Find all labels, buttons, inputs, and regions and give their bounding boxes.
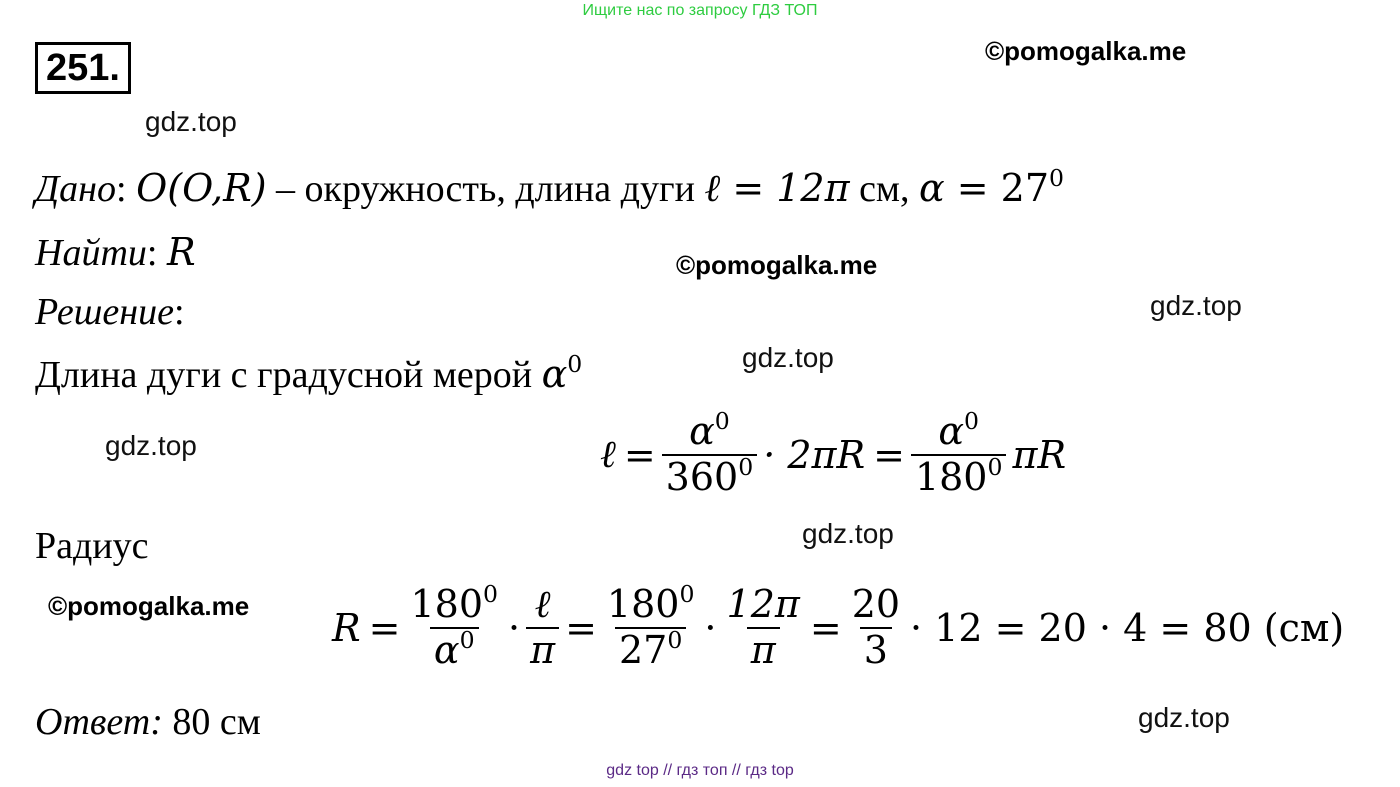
f1-eq: = (623, 432, 656, 477)
gdz-watermark: gdz.top (742, 342, 834, 373)
f2-dot: · (507, 605, 521, 650)
f2-eq: = (809, 605, 842, 650)
f2-f3d-degree: 0 (667, 625, 683, 654)
pomogalka-watermark: ©pomogalka.me (48, 591, 250, 621)
f2-dot: · (704, 605, 717, 650)
given-text: окружность, длина дуги (304, 168, 695, 210)
f2-f1n-degree: 0 (483, 580, 498, 608)
f1-eq2: = (873, 432, 905, 477)
fraction (603, 580, 699, 672)
given-label: Дано (35, 168, 117, 210)
given-dash: – (266, 168, 305, 210)
arc-text-line (35, 352, 582, 397)
f2-lhs: R (332, 605, 361, 650)
gdz-watermark: gdz.top (1138, 702, 1230, 733)
f1-n1: α (689, 409, 715, 453)
answer-label: Ответ: (35, 701, 163, 743)
f2-f4d: π (747, 627, 780, 673)
f2-f3n-degree: 0 (679, 580, 695, 608)
f2-f5d: 3 (860, 627, 892, 673)
f1-n2-degree: 0 (964, 407, 980, 435)
f2-eq: = (368, 605, 401, 650)
given-line: Дано: O(O,R) – окружность, длина дуги ℓ = 12π см, $\alpha = 27^0$ (35, 164, 1064, 210)
given-unit: см, (849, 168, 910, 210)
f1-d2: 180 (914, 454, 988, 499)
f2-f1d: α (433, 627, 460, 672)
fraction (406, 580, 502, 672)
given-degree: 0 (1049, 164, 1064, 192)
find-label: Найти (35, 232, 147, 274)
pomogalka-watermark: ©pomogalka.me (676, 250, 878, 280)
f2-f3d: 27 (618, 627, 668, 672)
gdz-watermark: gdz.top (802, 518, 894, 549)
f1-n2: α (938, 409, 965, 453)
given-circle: O(O,R) (136, 166, 267, 210)
answer-value: 80 см (162, 701, 261, 743)
arc-length-formula (596, 407, 1070, 499)
f1-d1-degree: 0 (738, 452, 754, 481)
fraction (662, 407, 758, 499)
given-eq: = (720, 166, 777, 210)
f2-f1d-degree: 0 (459, 625, 475, 654)
f1-d2-degree: 0 (987, 452, 1003, 481)
radius-formula (328, 580, 1348, 672)
f2-f5n: 20 (851, 582, 901, 626)
bottom-links[interactable]: gdz top // гдз топ // гдз top (606, 762, 794, 779)
radius-label: Радиус (35, 525, 149, 567)
f2-tail: · 12 = 20 · 4 = 80 (см) (910, 605, 1345, 650)
find-colon: : (146, 232, 158, 274)
fraction (723, 583, 804, 672)
gdz-watermark: gdz.top (1150, 290, 1242, 321)
given-ell: ℓ (704, 166, 721, 210)
fraction (526, 583, 559, 672)
fraction (848, 583, 904, 672)
fraction (911, 407, 1007, 499)
given-alpha: α (918, 166, 945, 210)
solution-colon: : (173, 291, 185, 333)
problem-number: 251. (35, 42, 131, 94)
f1-n1-degree: 0 (714, 407, 730, 435)
f2-f1n: 180 (410, 582, 483, 626)
given-alpha-value: 27 (1000, 166, 1050, 210)
arc-text: Длина дуги с градусной мерой (35, 354, 533, 396)
arc-degree: 0 (567, 350, 583, 378)
given-value: 12π (776, 166, 850, 210)
gdz-watermark: gdz.top (145, 106, 237, 137)
f2-eq: = (565, 605, 597, 650)
solution-label: Решение (35, 291, 174, 333)
f2-f4n: 12π (726, 582, 800, 626)
f2-f2n: ℓ (534, 582, 551, 626)
f1-d1: 360 (665, 454, 739, 499)
gdz-watermark: gdz.top (105, 430, 197, 461)
arc-alpha: α (541, 352, 568, 396)
f1-lhs: ℓ (600, 432, 616, 477)
f1-mid: · 2πR (763, 432, 866, 477)
find-line (35, 230, 196, 275)
top-banner[interactable]: Ищите нас по запросу ГДЗ ТОП (582, 2, 818, 19)
pomogalka-watermark: ©pomogalka.me (985, 36, 1187, 66)
solution-line (35, 290, 185, 334)
f1-tail: πR (1012, 432, 1067, 477)
f2-f2d: π (526, 627, 559, 673)
given-colon: : (116, 168, 127, 210)
answer-line (35, 700, 261, 744)
find-value: R (166, 230, 196, 274)
f2-f3n: 180 (606, 582, 680, 626)
